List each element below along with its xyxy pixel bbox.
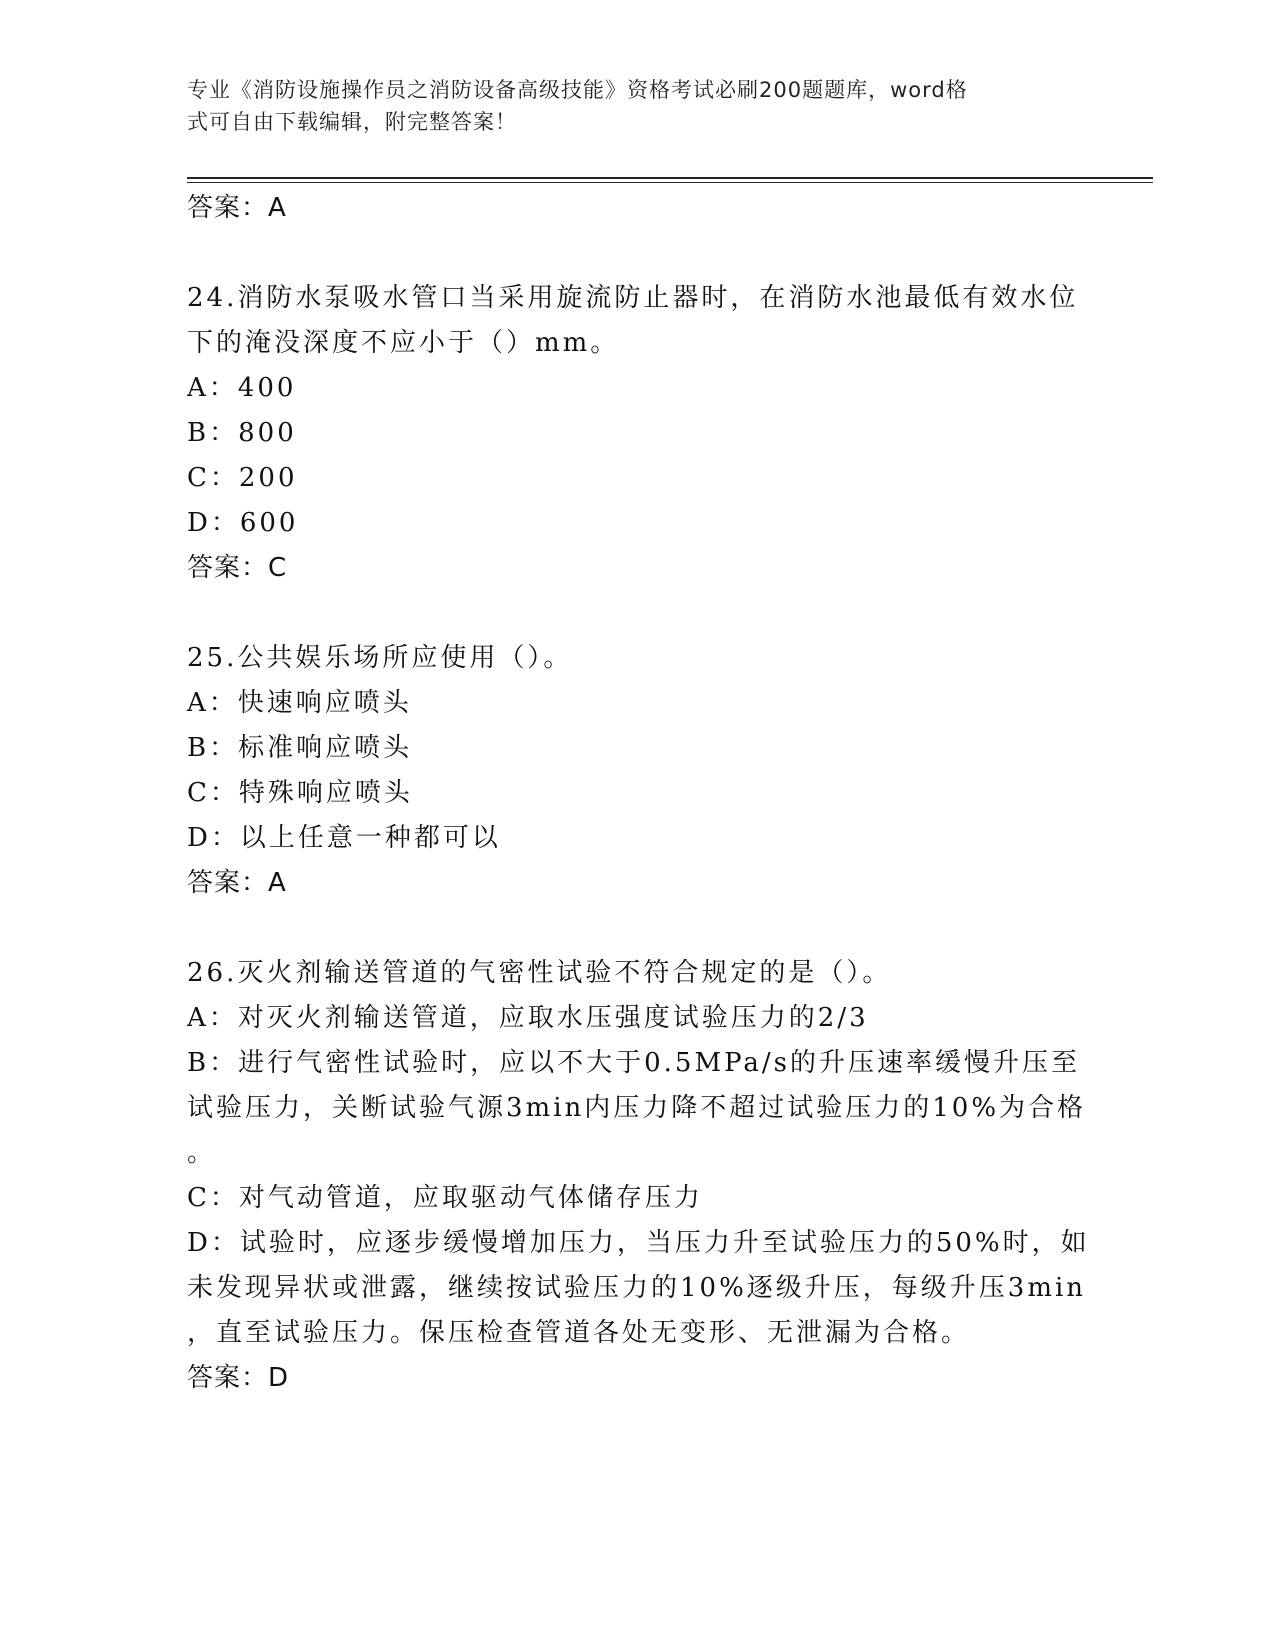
- option-b: B：标准响应喷头: [187, 733, 413, 763]
- answer-line: 答案：A: [187, 868, 287, 898]
- spacer: [187, 591, 1077, 636]
- header-line-2: 式可自由下载编辑，附完整答案！: [187, 110, 517, 134]
- option-c: C：对气动管道，应取驱动气体储存压力: [187, 1183, 703, 1213]
- question-text-line: 24.消防水泵吸水管口当采用旋流防止器时，在消防水池最低有效水位: [187, 283, 1079, 313]
- option-d-continued: ，直至试验压力。保压检查管道各处无变形、无泄漏为合格。: [187, 1318, 971, 1348]
- option-d: D：600: [187, 508, 299, 538]
- option-b: B：进行气密性试验时，应以不大于0.5MPa/s的升压速率缓慢升压至: [187, 1048, 1081, 1078]
- spacer: [187, 906, 1077, 951]
- option-a: A：400: [187, 373, 297, 403]
- question-block: [187, 276, 1077, 591]
- question-block: [187, 636, 1077, 906]
- option-a: A：快速响应喷头: [187, 688, 412, 718]
- question-text-line: 下的淹没深度不应小于（）mm。: [187, 328, 620, 358]
- header-line-1: 专业《消防设施操作员之消防设备高级技能》资格考试必刷200题题库，word格: [187, 78, 968, 102]
- spacer: [187, 231, 1077, 276]
- option-c: C：200: [187, 463, 298, 493]
- option-d: D：以上任意一种都可以: [187, 823, 501, 853]
- question-block: [187, 951, 1090, 1401]
- previous-answer: 答案：A: [187, 193, 287, 223]
- option-a: A：对灭火剂输送管道，应取水压强度试验压力的2/3: [187, 1003, 869, 1033]
- answer-line: 答案：D: [187, 1363, 290, 1393]
- option-b: B：800: [187, 418, 297, 448]
- question-text-line: 25.公共娱乐场所应使用（）。: [187, 643, 573, 673]
- option-c: C：特殊响应喷头: [187, 778, 413, 808]
- header-divider-thin: [187, 182, 1153, 183]
- option-d-continued: 未发现异状或泄露，继续按试验压力的10%逐级升压，每级升压3min: [187, 1273, 1087, 1303]
- option-d: D：试验时，应逐步缓慢增加压力，当压力升至试验压力的50%时，如: [187, 1228, 1090, 1258]
- option-b-continued: 试验压力，关断试验气源3min内压力降不超过试验压力的10%为合格: [187, 1093, 1087, 1123]
- answer-line: 答案：C: [187, 553, 288, 583]
- option-b-continued: 。: [187, 1138, 217, 1168]
- question-content: [187, 186, 1090, 1401]
- question-text-line: 26.灭火剂输送管道的气密性试验不符合规定的是（）。: [187, 958, 892, 988]
- document-header: [187, 74, 1067, 138]
- header-divider-thick: [187, 177, 1153, 179]
